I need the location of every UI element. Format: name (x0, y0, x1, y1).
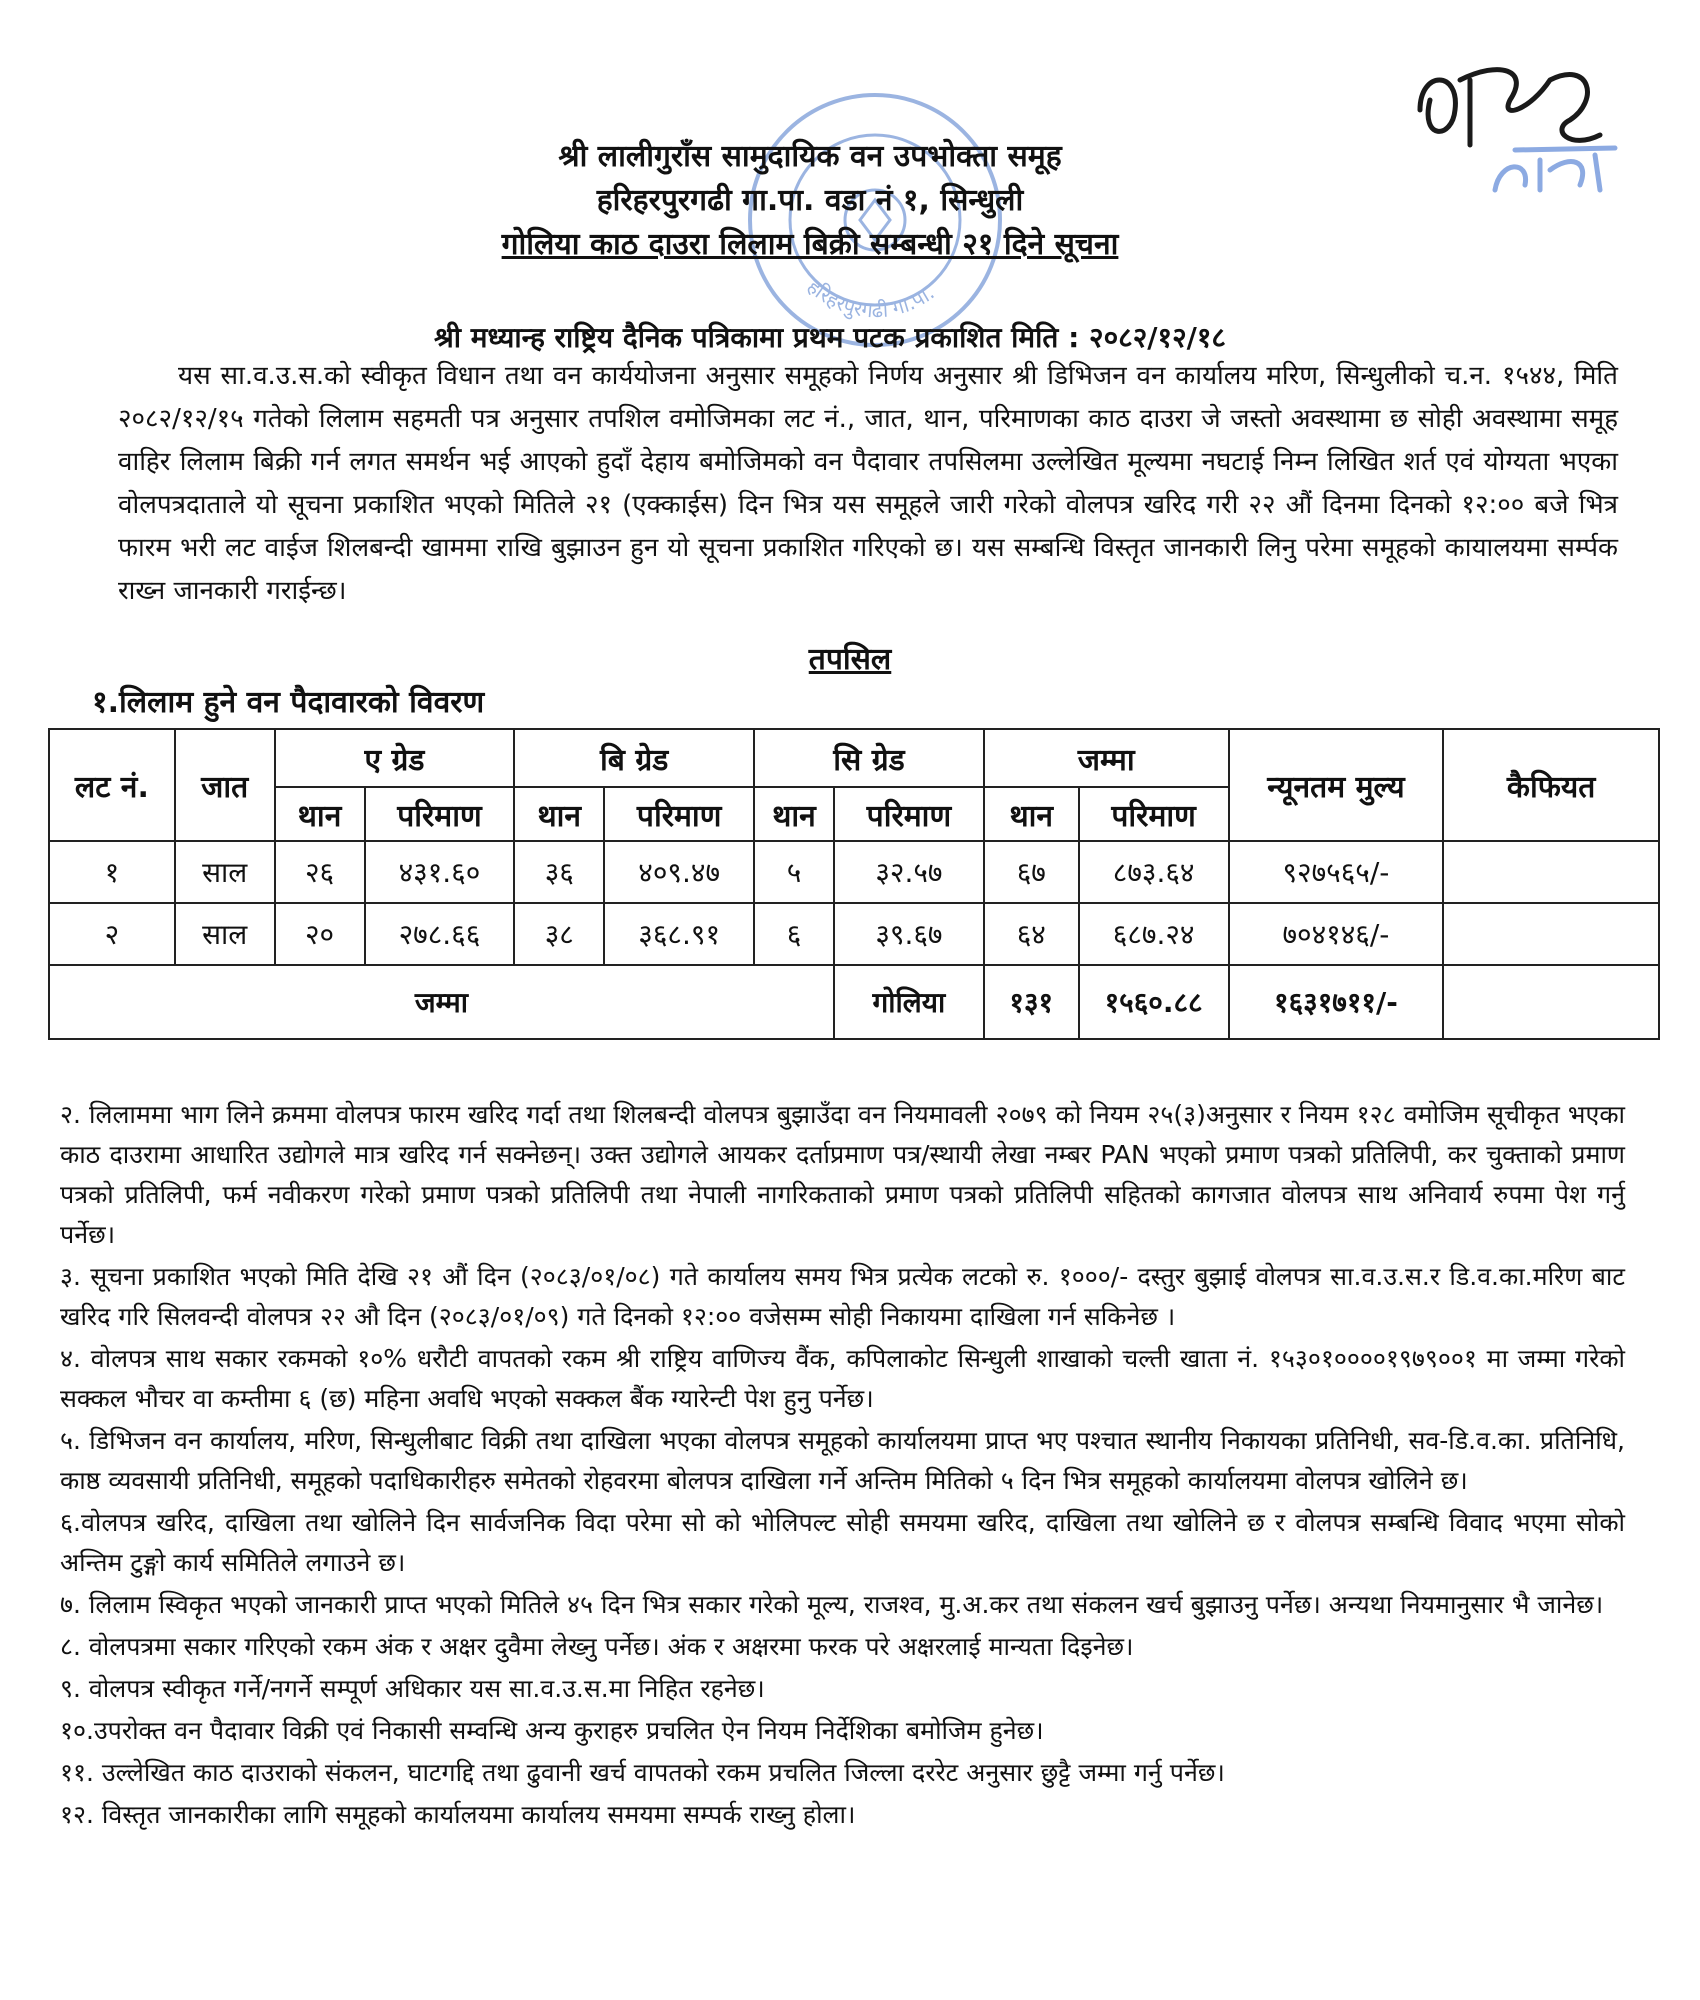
cell-a-than: २६ (275, 841, 365, 903)
publication-date: श्री मध्यान्ह राष्ट्रिय दैनिक पत्रिकामा प्रथम पटक प्रकाशित मिति : २०८२/१२/१८ (433, 321, 1226, 354)
cell-price: ९२७५६५/- (1229, 841, 1444, 903)
header-than: थान (754, 787, 834, 841)
rule-item: १०.उपरोक्त वन पैदावार विक्री एवं निकासी सम्वन्धि अन्य कुराहरु प्रचलित ऐन नियम निर्देशिका बमोजिम हुनेछ। (60, 1716, 1044, 1745)
cell-c-qty: ३९.६७ (834, 903, 984, 965)
header-than: थान (984, 787, 1079, 841)
header-than: थान (514, 787, 604, 841)
cell-total-than: ६४ (984, 903, 1079, 965)
rules-list (60, 1095, 1625, 1837)
total-than: १३१ (984, 965, 1079, 1039)
cell-remarks (1443, 841, 1659, 903)
header-than: थान (275, 787, 365, 841)
header-lot-no: लट नं. (49, 729, 175, 841)
cell-a-than: २० (275, 903, 365, 965)
lot-table (48, 728, 1660, 1040)
cell-species: साल (175, 841, 275, 903)
rule-item: ४. वोलपत्र साथ सकार रकमको १०% धरौटी वापतको रकम श्री राष्ट्रिय वाणिज्य वैंक, कपिलाकोट सिन्धुली शाखाको चल्ती खाता नं. १५३०१००००१९७९००१ मा जम्मा गरेको सक्कल भौचर वा कम्तीमा ६ (छ) महिना अवधि भएको सक्कल बैंक ग्यारेन्टी पेश हुनु पर्नेछ। (60, 1344, 1625, 1413)
header-min-price: न्यूनतम मुल्य (1229, 729, 1444, 841)
cell-total-than: ६७ (984, 841, 1079, 903)
header-grade-c: सि ग्रेड (754, 729, 984, 787)
header-total: जम्मा (984, 729, 1229, 787)
notice-header (300, 135, 1320, 267)
handwritten-note (1400, 40, 1630, 200)
rule-item: ६.वोलपत्र खरिद, दाखिला तथा खोलिने दिन सार्वजनिक विदा परेमा सो को भोलिपल्ट सोही समयमा खरिद, दाखिला तथा खोलिने छ र वोलपत्र सम्बन्धि विवाद भएमा सोको अन्तिम टुङ्गो कार्य समितिले लगाउने छ। (60, 1508, 1625, 1577)
table-row (49, 841, 1659, 903)
total-label: जम्मा (49, 965, 834, 1039)
cell-c-than: ६ (754, 903, 834, 965)
cell-c-qty: ३२.५७ (834, 841, 984, 903)
rule-item: ९. वोलपत्र स्वीकृत गर्ने/नगर्ने सम्पूर्ण अधिकार यस सा.व.उ.स.मा निहित रहनेछ। (60, 1674, 765, 1703)
cell-remarks (1443, 903, 1659, 965)
svg-text:हरिहरपुरगढी गा.पा.: हरिहरपुरगढी गा.पा. (802, 274, 939, 323)
tapasil-heading: तपसिल (808, 642, 892, 677)
cell-lot: २ (49, 903, 175, 965)
notice-title: गोलिया काठ दाउरा लिलाम बिक्री सम्बन्धी २१ दिने सूचना (501, 227, 1119, 262)
header-grade-a: ए ग्रेड (275, 729, 515, 787)
total-type: गोलिया (834, 965, 984, 1039)
header-remarks: कैफियत (1443, 729, 1659, 841)
rule-item: ७. लिलाम स्विकृत भएको जानकारी प्राप्त भएको मितिले ४५ दिन भित्र सकार गरेको मूल्य, राजश्व, मु.अ.कर तथा संकलन खर्च बुझाउनु पर्नेछ। अन्यथा नियमानुसार भै जानेछ। (60, 1590, 1604, 1619)
cell-total-qty: ८७३.६४ (1079, 841, 1229, 903)
rule-item: ३. सूचना प्रकाशित भएको मिति देखि २१ औं दिन (२०८३/०१/०८) गते कार्यालय समय भित्र प्रत्येक लटको रु. १०००/- दस्तुर बुझाई वोलपत्र सा.व.उ.स.र डि.व.का.मरिण बाट खरिद गरि सिलवन्दी वोलपत्र २२ औ दिन (२०८३/०१/०९) गते दिनको १२:०० वजेसम्म सोही निकायमा दाखिला गर्न सकिनेछ । (60, 1262, 1625, 1331)
rule-item: ११. उल्लेखित काठ दाउराको संकलन, घाटगद्दि तथा ढुवानी खर्च वापतको रकम प्रचलित जिल्ला दररेट अनुसार छुट्टै जम्मा गर्नु पर्नेछ। (60, 1758, 1225, 1787)
group-address: हरिहरपुरगढी गा.पा. वडा नं १, सिन्धुली (596, 183, 1024, 218)
section1-heading: १.लिलाम हुने वन पैदावारको विवरण (92, 685, 485, 720)
cell-a-qty: ४३१.६० (365, 841, 515, 903)
cell-species: साल (175, 903, 275, 965)
total-qty: १५६०.८८ (1079, 965, 1229, 1039)
rule-item: ५. डिभिजन वन कार्यालय, मरिण, सिन्धुलीबाट विक्री तथा दाखिला भएका वोलपत्र समूहको कार्यालयमा प्राप्त भए पश्चात स्थानीय निकायका प्रतिनिधी, सव-डि.व.का. प्रतिनिधि, काष्ठ व्यवसायी प्रतिनिधी, समूहको पदाधिकारीहरु समेतको रोहवरमा बोलपत्र दाखिला गर्ने अन्तिम मितिको ५ दिन भित्र समूहको कार्यालयमा वोलपत्र खोलिने छ। (60, 1426, 1625, 1495)
total-remarks (1443, 965, 1659, 1039)
cell-b-qty: ४०९.४७ (604, 841, 754, 903)
cell-total-qty: ६८७.२४ (1079, 903, 1229, 965)
group-name: श्री लालीगुराँस सामुदायिक वन उपभोक्ता समूह (558, 139, 1062, 174)
rule-item: २. लिलाममा भाग लिने क्रममा वोलपत्र फारम खरिद गर्दा तथा शिलबन्दी वोलपत्र बुझाउँदा वन नियमावली २०७९ को नियम २५(३)अनुसार र नियम १२८ वमोजिम सूचीकृत भएका काठ दाउरामा आधारित उद्योगले मात्र खरिद गर्न सक्नेछन्। उक्त उद्योगले आयकर दर्ताप्रमाण पत्र/स्थायी लेखा नम्बर PAN भएको प्रमाण पत्रको प्रतिलिपी, कर चुक्ताको प्रमाण पत्रको प्रतिलिपी, फर्म नवीकरण गरेको प्रमाण पत्रको प्रतिलिपी तथा नेपाली नागरिकताको प्रमाण पत्रको प्रतिलिपी सहितको कागजात वोलपत्र साथ अनिवार्य रुपमा पेश गर्नु पर्नेछ। (60, 1100, 1625, 1249)
intro-paragraph: यस सा.व.उ.स.को स्वीकृत विधान तथा वन कार्ययोजना अनुसार समूहको निर्णय अनुसार श्री डिभिजन वन कार्यालय मरिण, सिन्धुलीको च.न. १५४४, मिति २०८२/१२/१५ गतेको लिलाम सहमती पत्र अनुसार तपशिल वमोजिमका लट नं., जात, थान, परिमाणका काठ दाउरा जे जस्तो अवस्थामा छ सोही अवस्थामा समूह वाहिर लिलाम बिक्री गर्न लगत समर्थन भई आएको हुदाँ देहाय बमोजिमको वन पैदावार तपसिलमा उल्लेखित मूल्यमा नघटाई निम्न लिखित शर्त एवं योग्यता भएका वोलपत्रदाताले यो सूचना प्रकाशित भएको मितिले २१ (एक्काईस) दिन भित्र यस समूहले जारी गरेको वोलपत्र खरिद गरी २२ औं दिनमा दिनको १२:०० बजे भित्र फारम भरी लट वाईज शिलबन्दी खाममा राखि बुझाउन हुन यो सूचना प्रकाशित गरिएको छ। यस सम्बन्धि विस्तृत जानकारी लिनु परेमा समूहको कायालयमा सर्म्पक राख्न जानकारी गराईन्छ। (118, 361, 1618, 606)
cell-b-qty: ३६८.९१ (604, 903, 754, 965)
header-parimaan: परिमाण (365, 787, 515, 841)
header-parimaan: परिमाण (834, 787, 984, 841)
rule-item: ८. वोलपत्रमा सकार गरिएको रकम अंक र अक्षर दुवैमा लेख्नु पर्नेछ। अंक र अक्षरमा फरक परे अक्षरलाई मान्यता दिइनेछ। (60, 1632, 1134, 1661)
header-parimaan: परिमाण (1079, 787, 1229, 841)
total-price: १६३१७११/- (1229, 965, 1444, 1039)
cell-b-than: ३६ (514, 841, 604, 903)
header-species: जात (175, 729, 275, 841)
cell-c-than: ५ (754, 841, 834, 903)
cell-price: ७०४१४६/- (1229, 903, 1444, 965)
cell-lot: १ (49, 841, 175, 903)
header-parimaan: परिमाण (604, 787, 754, 841)
total-row (49, 965, 1659, 1039)
header-grade-b: बि ग्रेड (514, 729, 754, 787)
cell-a-qty: २७८.६६ (365, 903, 515, 965)
table-row (49, 903, 1659, 965)
cell-b-than: ३८ (514, 903, 604, 965)
rule-item: १२. विस्तृत जानकारीका लागि समूहको कार्यालयमा कार्यालय समयमा सम्पर्क राख्नु होला। (60, 1800, 856, 1829)
